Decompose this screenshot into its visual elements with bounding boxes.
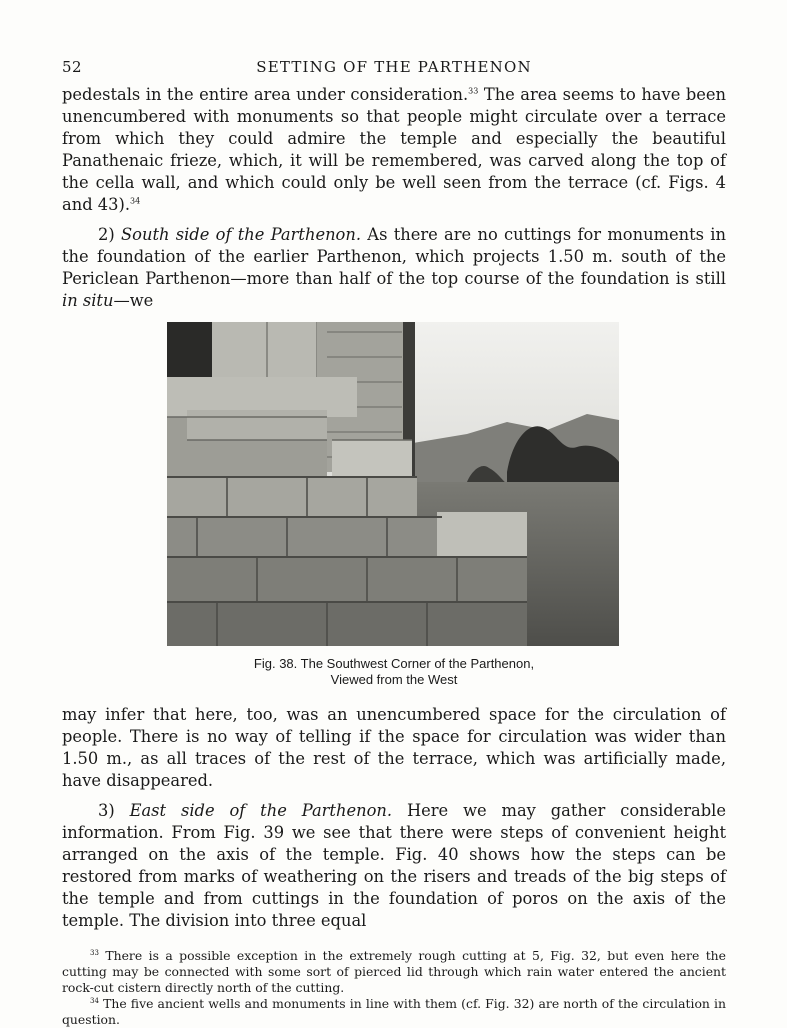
paragraph-south-side: 2) South side of the Parthenon. As there are no cuttings for monuments in the foundation of the earlier Parthenon, which projects 1.50 m. south of the Periclean Parthenon—more than half of the top course of the foundation is still in situ—we: [62, 225, 727, 310]
paragraph-east-side: 3) East side of the Parthenon. Here we may gather considerable information. From Fig. 39 we see that there were steps of convenient height arranged on the axis of the temple. Fig. 40 shows how the steps can be restored from marks of weathering on the risers and treads of the big steps of the temple and from cuttings in the foundation of poros on the axis of the temple. The division into three equal: [62, 801, 726, 930]
section-heading-east: East side of the Parthenon.: [129, 801, 393, 820]
caption-line-1: Fig. 38. The Southwest Corner of the Parthenon,: [253, 656, 535, 671]
page: [62, 58, 726, 1028]
footnotes: [62, 948, 726, 1028]
figure-photo-southwest-corner: [167, 322, 619, 646]
page-number: 52: [62, 58, 83, 76]
paragraph-1: pedestals in the entire area under consideration.$^{33}$ The area seems to have been unencumbered with monuments so that people might circulate over a terrace from which they could admire the temple and especially the beautiful Panathenaic frieze, which, it will be remembered, was carved along the top of the cella wall, and which could only be well seen from the terrace (cf. Figs. 4 and 43).$^{34}$: [62, 85, 726, 214]
footnote-mark-34: 34: [90, 996, 99, 1005]
section-heading-south: South side of the Parthenon.: [121, 225, 362, 244]
paragraph-3: may infer that here, too, was an unencumbered space for the circulation of people. There is no way of telling if the space for circulation was wider than 1.50 m., as all traces of the rest of the terrace, which was artificially made, have disappeared.: [62, 705, 726, 790]
footnote-34: $^{34}$ The five ancient wells and monuments in line with them (cf. Fig. 32) are north of the circulation in question.: [62, 996, 726, 1027]
footnote-ref-33[interactable]: 33: [468, 86, 479, 96]
running-title: SETTING OF THE PARTHENON: [256, 58, 532, 76]
caption-line-2: Viewed from the West: [330, 672, 458, 687]
footnote-mark-33: 33: [90, 948, 99, 957]
footnote-ref-34[interactable]: 34: [130, 196, 141, 206]
running-head: [62, 58, 726, 84]
figure-caption: [62, 656, 726, 688]
in-situ-term: in situ: [62, 291, 114, 310]
photo-illustration: [167, 322, 619, 646]
footnote-33: $^{33}$ There is a possible exception in the extremely rough cutting at 5, Fig. 32, but even here the cutting may be connected with some sort of pierced lid through which rain water entered the ancient rock-cut cistern directly north of the cutting.: [62, 948, 726, 995]
